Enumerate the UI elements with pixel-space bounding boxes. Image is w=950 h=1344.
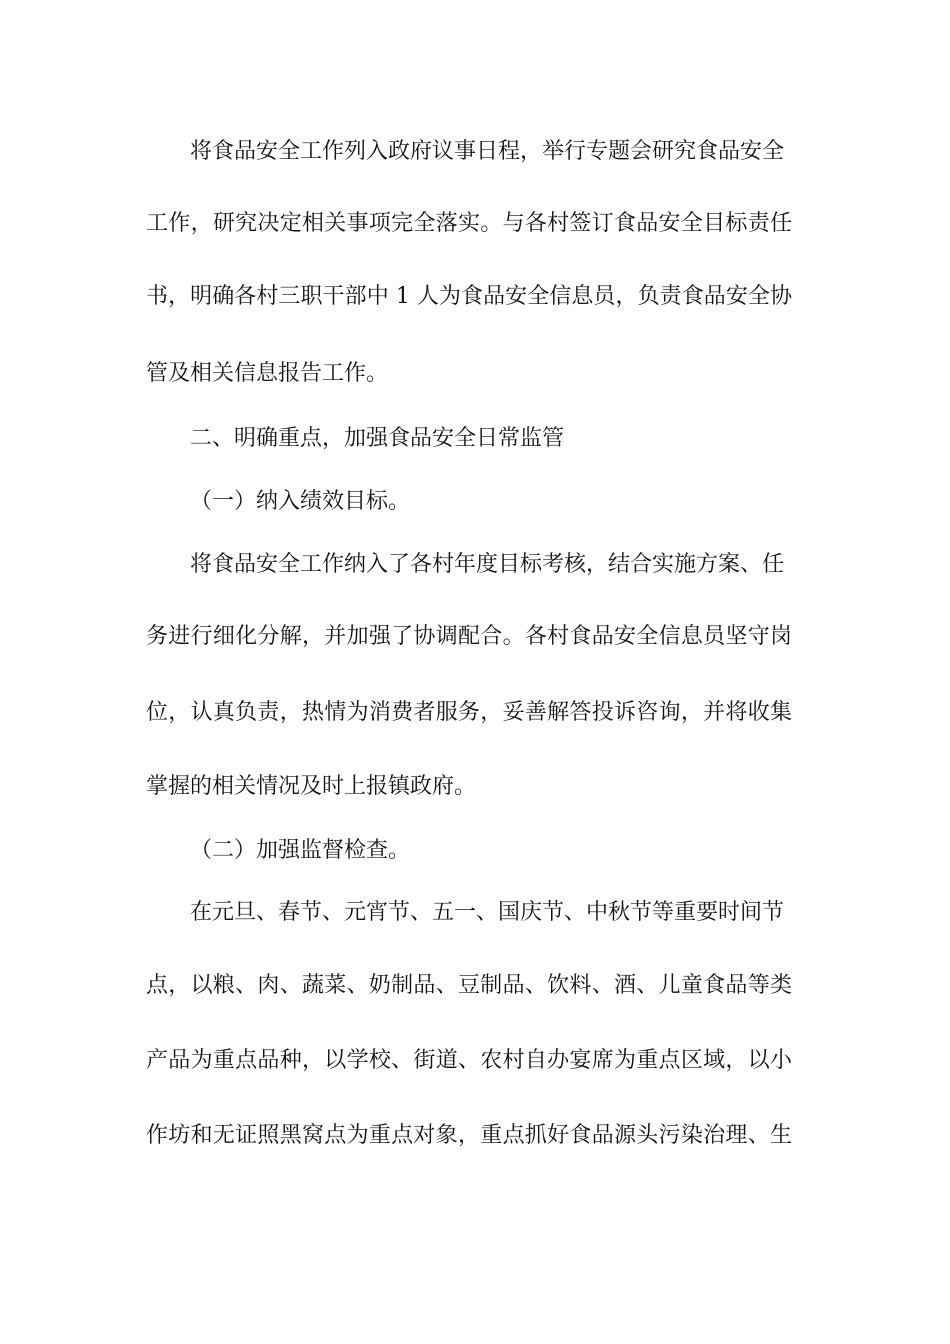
section-heading: 二、明确重点，加强食品安全日常监管 bbox=[190, 426, 565, 451]
paragraph-2-line-3: 位，认真负责，热情为消费者服务，妥善解答投诉咨询，并将收集 bbox=[146, 700, 792, 725]
paragraph-3-line-3: 产品为重点品种，以学校、街道、农村自办宴席为重点区域，以小 bbox=[146, 1048, 792, 1073]
subsection-heading-1: （一）纳入绩效目标。 bbox=[190, 489, 411, 514]
paragraph-3-line-2: 点，以粮、肉、蔬菜、奶制品、豆制品、饮料、酒、儿童食品等类 bbox=[146, 973, 792, 998]
paragraph-3-line-1: 在元旦、春节、元宵节、五一、国庆节、中秋节等重要时间节 bbox=[190, 900, 785, 925]
paragraph-1-line-2: 工作，研究决定相关事项完全落实。与各村签订食品安全目标责任 bbox=[146, 211, 792, 236]
subsection-heading-2: （二）加强监督检查。 bbox=[190, 838, 411, 863]
paragraph-3-line-4: 作坊和无证照黑窝点为重点对象，重点抓好食品源头污染治理、生 bbox=[146, 1123, 792, 1148]
paragraph-2-line-2: 务进行细化分解，并加强了协调配合。各村食品安全信息员坚守岗 bbox=[146, 624, 792, 649]
paragraph-2-line-4: 掌握的相关情况及时上报镇政府。 bbox=[146, 774, 477, 799]
paragraph-1-line-3: 书，明确各村三职干部中 1 人为食品安全信息员，负责食品安全协 bbox=[146, 284, 792, 309]
paragraph-1-line-1: 将食品安全工作列入政府议事日程，举行专题会研究食品安全 bbox=[190, 139, 785, 164]
paragraph-2-line-1: 将食品安全工作纳入了各村年度目标考核，结合实施方案、任 bbox=[190, 552, 785, 577]
paragraph-1-line-4: 管及相关信息报告工作。 bbox=[146, 361, 389, 386]
